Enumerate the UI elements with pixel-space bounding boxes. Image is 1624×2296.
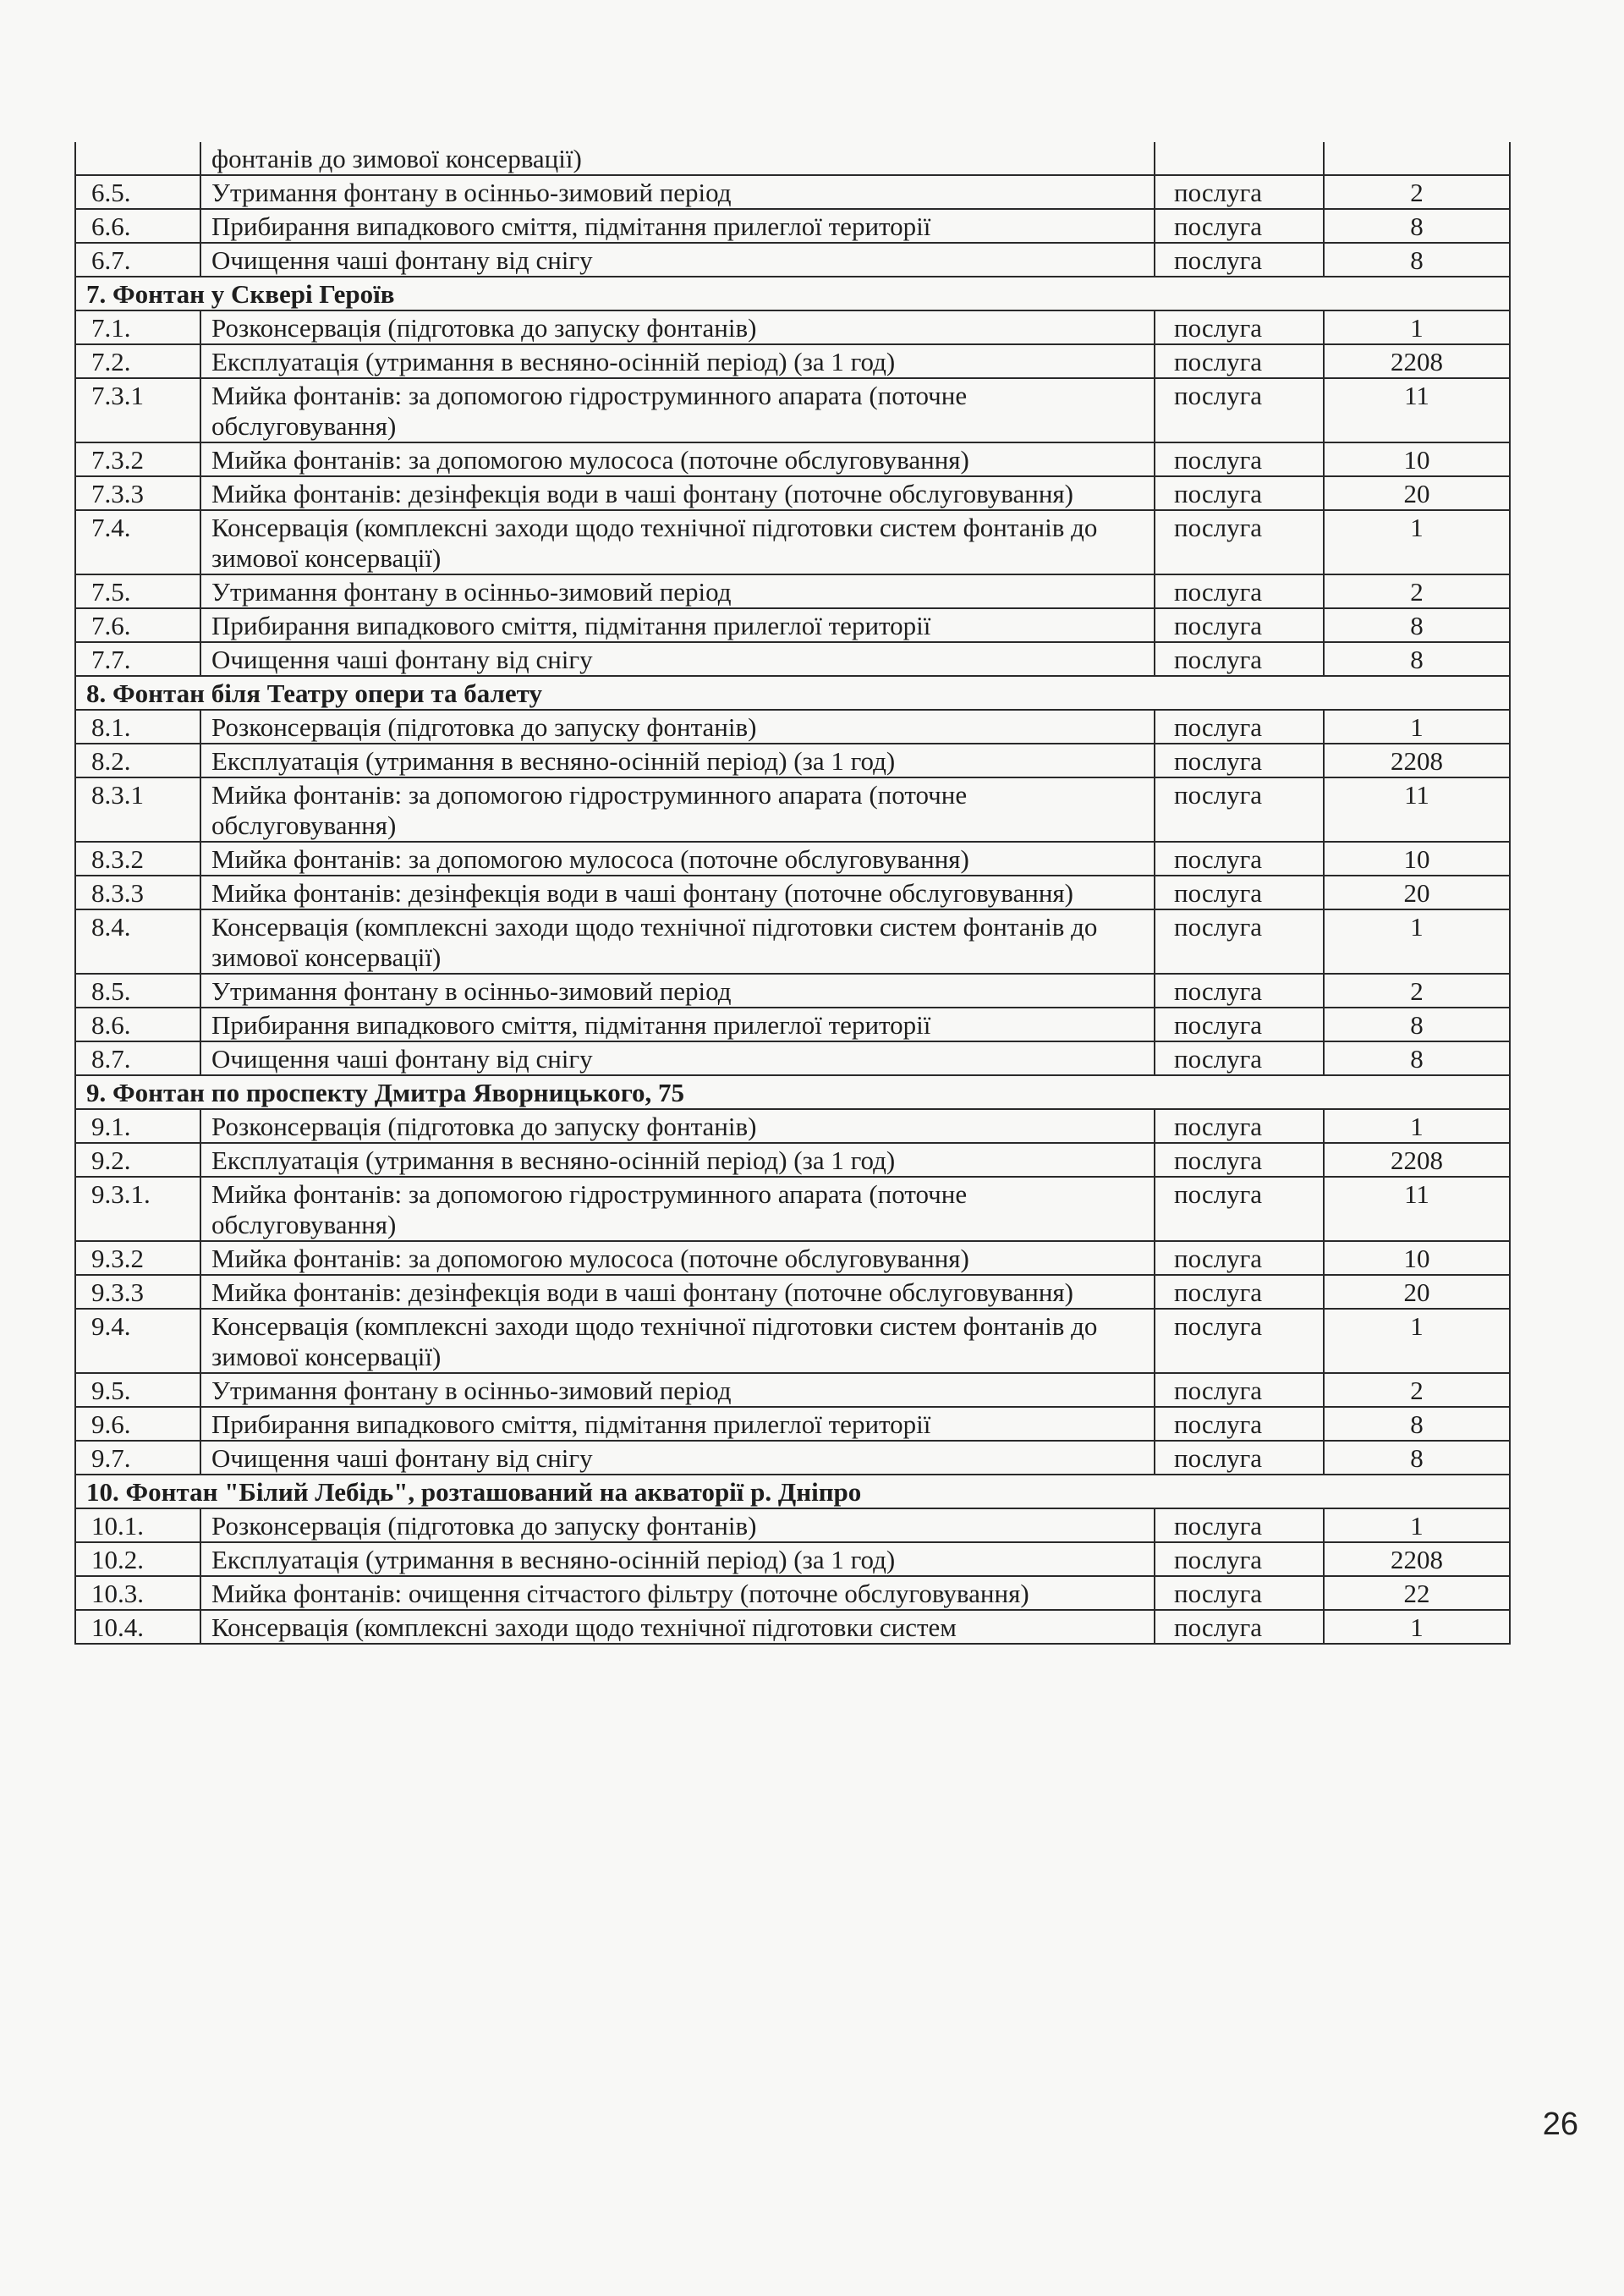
table-row bbox=[75, 909, 1510, 974]
table-row bbox=[75, 1275, 1510, 1309]
row-number: 6.6. bbox=[75, 209, 200, 243]
row-number: 8.4. bbox=[75, 909, 200, 974]
unit-of-measure: послуга bbox=[1155, 1109, 1324, 1143]
quantity: 2208 bbox=[1324, 1542, 1510, 1576]
service-name: Розконсервація (підготовка до запуску фонтанів) bbox=[200, 1109, 1155, 1143]
unit-of-measure: послуга bbox=[1155, 744, 1324, 777]
table-row bbox=[75, 1309, 1510, 1373]
service-name: Утримання фонтану в осінньо-зимовий період bbox=[200, 574, 1155, 608]
row-number: 6.5. bbox=[75, 175, 200, 209]
unit-of-measure: послуга bbox=[1155, 642, 1324, 676]
service-name: Розконсервація (підготовка до запуску фонтанів) bbox=[200, 310, 1155, 344]
table-row bbox=[75, 1109, 1510, 1143]
table-row bbox=[75, 378, 1510, 442]
service-name: Мийка фонтанів: за допомогою гідроструминного апарата (поточне обслуговування) bbox=[200, 777, 1155, 842]
table-row bbox=[75, 1441, 1510, 1475]
service-name: Прибирання випадкового сміття, підмітання прилеглої території bbox=[200, 209, 1155, 243]
row-number: 6.7. bbox=[75, 243, 200, 277]
row-number: 8.5. bbox=[75, 974, 200, 1008]
row-number: 9.3.2 bbox=[75, 1241, 200, 1275]
row-number: 7.3.2 bbox=[75, 442, 200, 476]
service-name: Прибирання випадкового сміття, підмітання прилеглої території bbox=[200, 608, 1155, 642]
row-number: 7.4. bbox=[75, 510, 200, 574]
table-row bbox=[75, 642, 1510, 676]
quantity: 2 bbox=[1324, 175, 1510, 209]
quantity: 2 bbox=[1324, 974, 1510, 1008]
quantity: 8 bbox=[1324, 209, 1510, 243]
table-row bbox=[75, 243, 1510, 277]
unit-of-measure: послуга bbox=[1155, 1309, 1324, 1373]
service-name: Очищення чаші фонтану від снігу bbox=[200, 243, 1155, 277]
section-header-row bbox=[75, 1075, 1510, 1109]
table-row bbox=[75, 974, 1510, 1008]
table-row bbox=[75, 442, 1510, 476]
row-number: 7.2. bbox=[75, 344, 200, 378]
quantity: 8 bbox=[1324, 1441, 1510, 1475]
unit-of-measure: послуга bbox=[1155, 974, 1324, 1008]
unit-of-measure: послуга bbox=[1155, 1041, 1324, 1075]
row-number: 8.3.1 bbox=[75, 777, 200, 842]
unit-of-measure: послуга bbox=[1155, 1610, 1324, 1644]
quantity: 22 bbox=[1324, 1576, 1510, 1610]
quantity: 8 bbox=[1324, 1041, 1510, 1075]
unit-of-measure bbox=[1155, 142, 1324, 175]
table-row bbox=[75, 1177, 1510, 1241]
unit-of-measure: послуга bbox=[1155, 175, 1324, 209]
unit-of-measure: послуга bbox=[1155, 209, 1324, 243]
row-number: 10.4. bbox=[75, 1610, 200, 1644]
service-name: Експлуатація (утримання в весняно-осінній період) (за 1 год) bbox=[200, 344, 1155, 378]
section-title: 8. Фонтан біля Театру опери та балету bbox=[75, 676, 1510, 710]
row-number: 7.7. bbox=[75, 642, 200, 676]
unit-of-measure: послуга bbox=[1155, 777, 1324, 842]
service-name: Мийка фонтанів: дезінфекція води в чаші фонтану (поточне обслуговування) bbox=[200, 476, 1155, 510]
section-title: 7. Фонтан у Сквері Героїв bbox=[75, 277, 1510, 310]
unit-of-measure: послуга bbox=[1155, 344, 1324, 378]
quantity: 1 bbox=[1324, 1610, 1510, 1644]
row-number: 7.5. bbox=[75, 574, 200, 608]
row-number: 8.1. bbox=[75, 710, 200, 744]
row-number: 8.3.2 bbox=[75, 842, 200, 876]
unit-of-measure: послуга bbox=[1155, 510, 1324, 574]
service-name: Утримання фонтану в осінньо-зимовий період bbox=[200, 1373, 1155, 1407]
row-number: 7.6. bbox=[75, 608, 200, 642]
section-title: 10. Фонтан "Білий Лебідь", розташований на акваторії р. Дніпро bbox=[75, 1475, 1510, 1508]
service-name: Прибирання випадкового сміття, підмітання прилеглої території bbox=[200, 1008, 1155, 1041]
quantity: 20 bbox=[1324, 1275, 1510, 1309]
service-name: фонтанів до зимової консервації) bbox=[200, 142, 1155, 175]
unit-of-measure: послуга bbox=[1155, 442, 1324, 476]
row-number: 9.7. bbox=[75, 1441, 200, 1475]
quantity: 1 bbox=[1324, 1309, 1510, 1373]
service-name: Експлуатація (утримання в весняно-осінній період) (за 1 год) bbox=[200, 1143, 1155, 1177]
quantity: 1 bbox=[1324, 510, 1510, 574]
table-row bbox=[75, 1542, 1510, 1576]
row-number: 8.6. bbox=[75, 1008, 200, 1041]
quantity: 2208 bbox=[1324, 744, 1510, 777]
section-title: 9. Фонтан по проспекту Дмитра Яворницького, 75 bbox=[75, 1075, 1510, 1109]
table-row bbox=[75, 1241, 1510, 1275]
quantity: 2 bbox=[1324, 574, 1510, 608]
unit-of-measure: послуга bbox=[1155, 574, 1324, 608]
table-row bbox=[75, 1407, 1510, 1441]
services-table-body bbox=[75, 142, 1510, 1644]
unit-of-measure: послуга bbox=[1155, 608, 1324, 642]
row-number: 9.2. bbox=[75, 1143, 200, 1177]
unit-of-measure: послуга bbox=[1155, 1373, 1324, 1407]
unit-of-measure: послуга bbox=[1155, 842, 1324, 876]
service-name: Мийка фонтанів: за допомогою мулососа (поточне обслуговування) bbox=[200, 842, 1155, 876]
table-row bbox=[75, 1576, 1510, 1610]
unit-of-measure: послуга bbox=[1155, 1008, 1324, 1041]
table-row bbox=[75, 1041, 1510, 1075]
table-row bbox=[75, 876, 1510, 909]
quantity: 1 bbox=[1324, 310, 1510, 344]
service-name: Мийка фонтанів: за допомогою мулососа (поточне обслуговування) bbox=[200, 442, 1155, 476]
quantity bbox=[1324, 142, 1510, 175]
service-name: Мийка фонтанів: за допомогою мулососа (поточне обслуговування) bbox=[200, 1241, 1155, 1275]
service-name: Мийка фонтанів: за допомогою гідроструминного апарата (поточне обслуговування) bbox=[200, 378, 1155, 442]
service-name: Очищення чаші фонтану від снігу bbox=[200, 1441, 1155, 1475]
row-number: 10.1. bbox=[75, 1508, 200, 1542]
unit-of-measure: послуга bbox=[1155, 1143, 1324, 1177]
service-name: Розконсервація (підготовка до запуску фонтанів) bbox=[200, 710, 1155, 744]
row-number: 7.3.3 bbox=[75, 476, 200, 510]
row-number: 9.5. bbox=[75, 1373, 200, 1407]
unit-of-measure: послуга bbox=[1155, 1576, 1324, 1610]
table-row bbox=[75, 777, 1510, 842]
table-row bbox=[75, 344, 1510, 378]
service-name: Очищення чаші фонтану від снігу bbox=[200, 1041, 1155, 1075]
row-number: 8.7. bbox=[75, 1041, 200, 1075]
unit-of-measure: послуга bbox=[1155, 476, 1324, 510]
service-name: Утримання фонтану в осінньо-зимовий період bbox=[200, 175, 1155, 209]
quantity: 11 bbox=[1324, 378, 1510, 442]
unit-of-measure: послуга bbox=[1155, 243, 1324, 277]
table-row bbox=[75, 510, 1510, 574]
service-name: Очищення чаші фонтану від снігу bbox=[200, 642, 1155, 676]
row-number: 10.2. bbox=[75, 1542, 200, 1576]
row-number: 9.4. bbox=[75, 1309, 200, 1373]
quantity: 2208 bbox=[1324, 1143, 1510, 1177]
unit-of-measure: послуга bbox=[1155, 310, 1324, 344]
table-row bbox=[75, 1143, 1510, 1177]
service-name: Консервація (комплексні заходи щодо технічної підготовки систем фонтанів до зимової консервації) bbox=[200, 510, 1155, 574]
row-number: 7.3.1 bbox=[75, 378, 200, 442]
unit-of-measure: послуга bbox=[1155, 378, 1324, 442]
section-header-row bbox=[75, 1475, 1510, 1508]
table-row bbox=[75, 1610, 1510, 1644]
table-row bbox=[75, 310, 1510, 344]
service-name: Мийка фонтанів: за допомогою гідроструминного апарата (поточне обслуговування) bbox=[200, 1177, 1155, 1241]
quantity: 1 bbox=[1324, 909, 1510, 974]
unit-of-measure: послуга bbox=[1155, 876, 1324, 909]
service-name: Мийка фонтанів: дезінфекція води в чаші фонтану (поточне обслуговування) bbox=[200, 876, 1155, 909]
service-name: Експлуатація (утримання в весняно-осінній період) (за 1 год) bbox=[200, 1542, 1155, 1576]
unit-of-measure: послуга bbox=[1155, 1275, 1324, 1309]
quantity: 8 bbox=[1324, 1008, 1510, 1041]
quantity: 1 bbox=[1324, 710, 1510, 744]
quantity: 11 bbox=[1324, 1177, 1510, 1241]
table-row bbox=[75, 574, 1510, 608]
service-name: Мийка фонтанів: очищення сітчастого фільтру (поточне обслуговування) bbox=[200, 1576, 1155, 1610]
row-number: 9.1. bbox=[75, 1109, 200, 1143]
row-number: 9.3.1. bbox=[75, 1177, 200, 1241]
quantity: 20 bbox=[1324, 476, 1510, 510]
section-header-row bbox=[75, 277, 1510, 310]
quantity: 10 bbox=[1324, 442, 1510, 476]
row-number bbox=[75, 142, 200, 175]
service-name: Утримання фонтану в осінньо-зимовий період bbox=[200, 974, 1155, 1008]
table-row bbox=[75, 1008, 1510, 1041]
service-name: Консервація (комплексні заходи щодо технічної підготовки систем фонтанів до зимової консервації) bbox=[200, 1309, 1155, 1373]
quantity: 2208 bbox=[1324, 344, 1510, 378]
row-number: 8.2. bbox=[75, 744, 200, 777]
table-row bbox=[75, 142, 1510, 175]
table-row bbox=[75, 842, 1510, 876]
row-number: 7.1. bbox=[75, 310, 200, 344]
service-name: Розконсервація (підготовка до запуску фонтанів) bbox=[200, 1508, 1155, 1542]
quantity: 8 bbox=[1324, 1407, 1510, 1441]
row-number: 10.3. bbox=[75, 1576, 200, 1610]
service-name: Експлуатація (утримання в весняно-осінній період) (за 1 год) bbox=[200, 744, 1155, 777]
quantity: 10 bbox=[1324, 842, 1510, 876]
table-row bbox=[75, 710, 1510, 744]
quantity: 1 bbox=[1324, 1508, 1510, 1542]
unit-of-measure: послуга bbox=[1155, 1407, 1324, 1441]
unit-of-measure: послуга bbox=[1155, 1441, 1324, 1475]
row-number: 8.3.3 bbox=[75, 876, 200, 909]
table-row bbox=[75, 1508, 1510, 1542]
quantity: 1 bbox=[1324, 1109, 1510, 1143]
quantity: 8 bbox=[1324, 642, 1510, 676]
table-row bbox=[75, 608, 1510, 642]
services-table bbox=[74, 142, 1511, 1645]
row-number: 9.3.3 bbox=[75, 1275, 200, 1309]
service-name: Мийка фонтанів: дезінфекція води в чаші фонтану (поточне обслуговування) bbox=[200, 1275, 1155, 1309]
quantity: 10 bbox=[1324, 1241, 1510, 1275]
table-row bbox=[75, 1373, 1510, 1407]
table-row bbox=[75, 744, 1510, 777]
table-row bbox=[75, 209, 1510, 243]
service-name: Консервація (комплексні заходи щодо технічної підготовки систем фонтанів до зимової консервації) bbox=[200, 909, 1155, 974]
table-row bbox=[75, 476, 1510, 510]
service-name: Прибирання випадкового сміття, підмітання прилеглої території bbox=[200, 1407, 1155, 1441]
unit-of-measure: послуга bbox=[1155, 710, 1324, 744]
unit-of-measure: послуга bbox=[1155, 1241, 1324, 1275]
unit-of-measure: послуга bbox=[1155, 1542, 1324, 1576]
unit-of-measure: послуга bbox=[1155, 1508, 1324, 1542]
row-number: 9.6. bbox=[75, 1407, 200, 1441]
quantity: 8 bbox=[1324, 243, 1510, 277]
quantity: 8 bbox=[1324, 608, 1510, 642]
quantity: 2 bbox=[1324, 1373, 1510, 1407]
page-number: 26 bbox=[1542, 2106, 1578, 2142]
quantity: 20 bbox=[1324, 876, 1510, 909]
table-row bbox=[75, 175, 1510, 209]
unit-of-measure: послуга bbox=[1155, 909, 1324, 974]
service-name: Консервація (комплексні заходи щодо технічної підготовки систем bbox=[200, 1610, 1155, 1644]
quantity: 11 bbox=[1324, 777, 1510, 842]
section-header-row bbox=[75, 676, 1510, 710]
unit-of-measure: послуга bbox=[1155, 1177, 1324, 1241]
